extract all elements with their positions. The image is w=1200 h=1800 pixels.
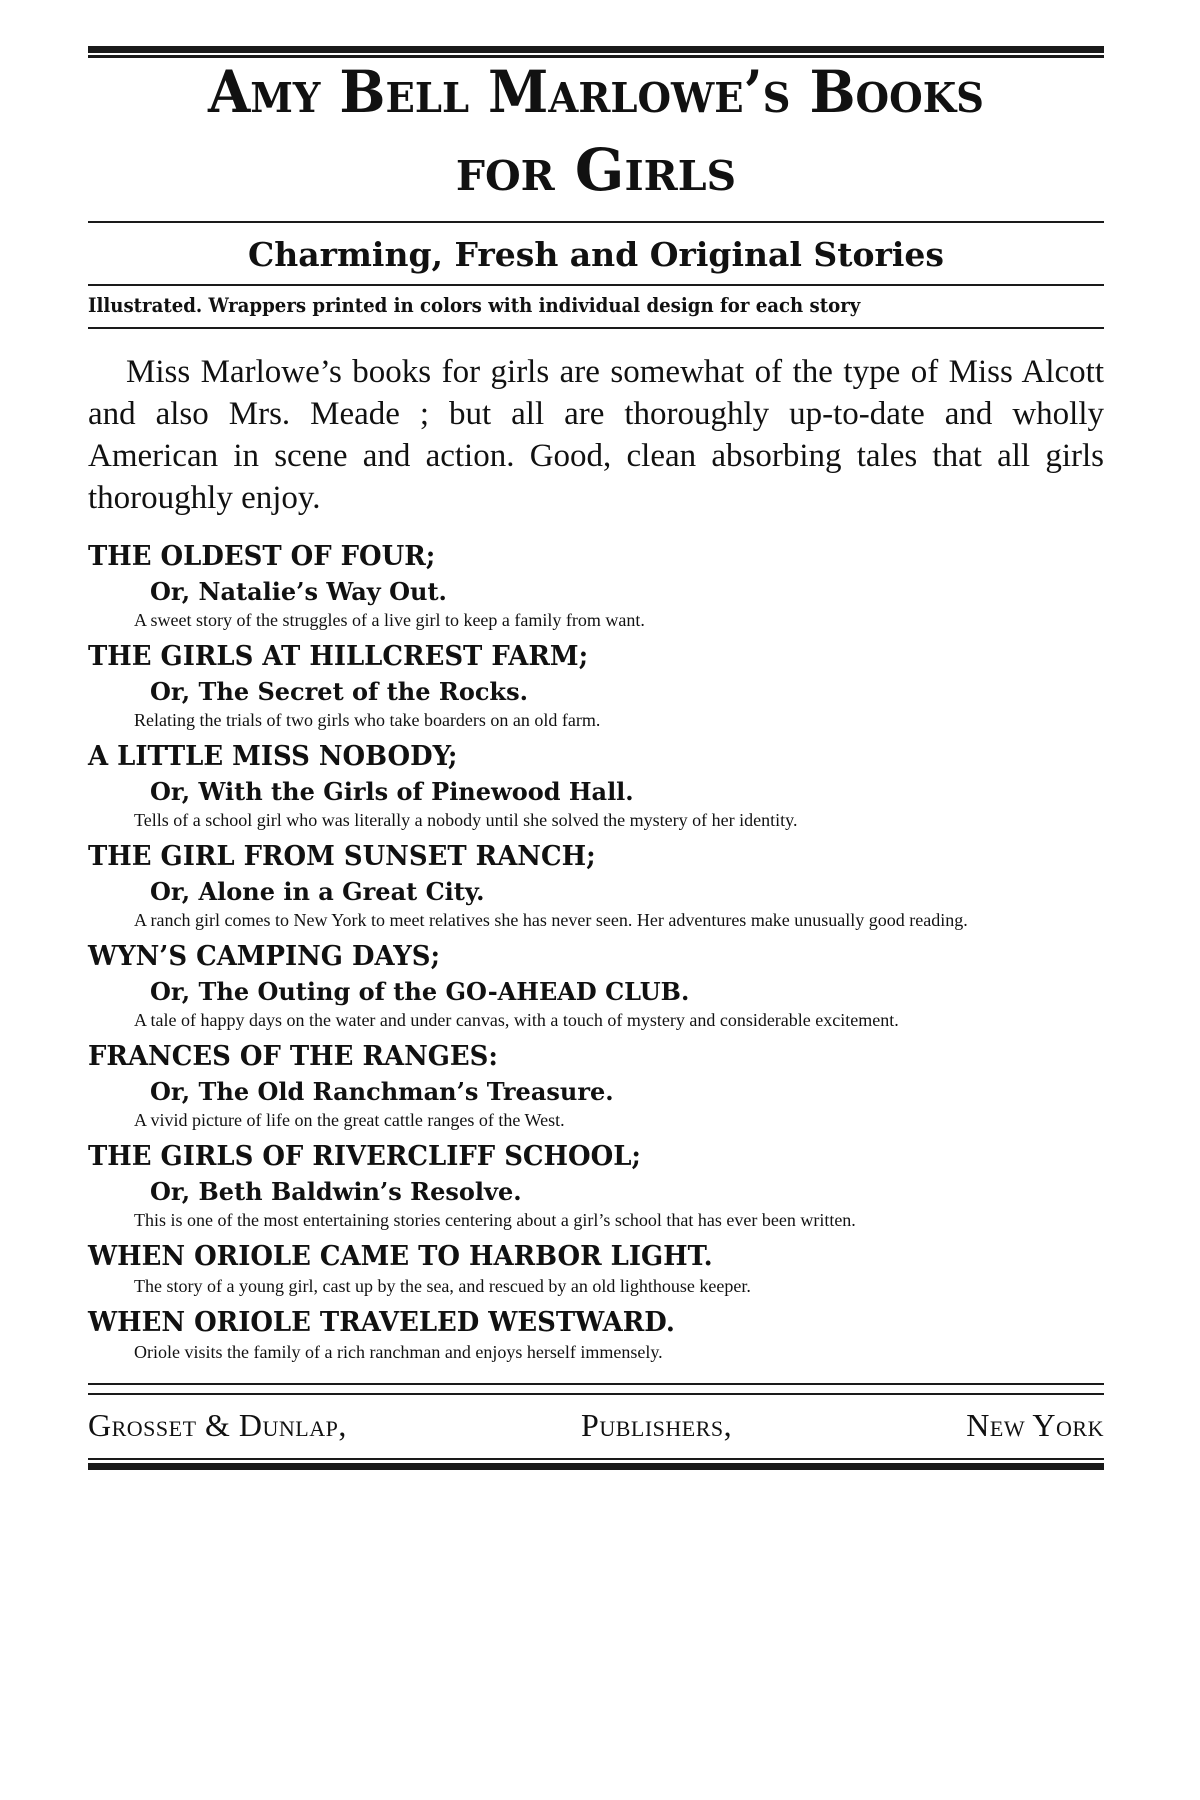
book-entry [88, 939, 1104, 1035]
book-entry [88, 539, 1104, 635]
subtagline: Illustrated. Wrappers printed in colors with individual design for each story [88, 294, 861, 317]
book-subtitle: Or, The Outing of the GO-AHEAD CLUB. [150, 977, 690, 1006]
book-title: WYN’S CAMPING DAYS; [88, 941, 441, 972]
book-description: The story of a young girl, cast up by the sea, and rescued by an old lighthouse keeper. [134, 1276, 751, 1296]
book-title: THE GIRL FROM SUNSET RANCH; [88, 841, 596, 872]
footer-heavy-bar [88, 1463, 1104, 1470]
book-entry [88, 639, 1104, 735]
book-subtitle: Or, Alone in a Great City. [150, 877, 485, 906]
book-title: WHEN ORIOLE TRAVELED WESTWARD. [88, 1307, 675, 1338]
book-description: A ranch girl comes to New York to meet relatives she has never seen. Her adventures make unusually good reading. [134, 910, 968, 930]
book-list [88, 539, 1104, 1367]
publisher-footer [88, 1383, 1104, 1470]
book-subtitle: Or, With the Girls of Pinewood Hall. [150, 777, 634, 806]
title-line-2: for Girls [455, 136, 737, 204]
page-title [88, 58, 1104, 204]
book-entry [88, 1039, 1104, 1135]
intro-text: Miss Marlowe’s books for girls are somewhat of the type of Miss Alcott and also Mrs. Meade ; but all are thoroughly up-to-date and wholly American in scene and action. Good, clean absorbing tales that all girls thoroughly enjoy. [88, 354, 1104, 516]
book-title: THE GIRLS AT HILLCREST FARM; [88, 641, 589, 672]
book-description: A vivid picture of life on the great cattle ranges of the West. [134, 1110, 565, 1130]
book-title: A LITTLE MISS NOBODY; [88, 741, 458, 772]
top-heavy-rule [88, 46, 1104, 55]
book-title: WHEN ORIOLE CAME TO HARBOR LIGHT. [88, 1241, 713, 1272]
book-subtitle: Or, Beth Baldwin’s Resolve. [150, 1177, 522, 1206]
book-title: THE GIRLS OF RIVERCLIFF SCHOOL; [88, 1141, 642, 1172]
book-entry [88, 839, 1104, 935]
book-subtitle: Or, Natalie’s Way Out. [150, 577, 447, 606]
book-description: Oriole visits the family of a rich ranchman and enjoys herself immensely. [134, 1342, 663, 1362]
subtagline-rule [88, 327, 1104, 329]
intro-paragraph [88, 351, 1104, 519]
footer-bottom-rule [88, 1458, 1104, 1470]
publisher-line [88, 1395, 1104, 1450]
book-subtitle: Or, The Old Ranchman’s Treasure. [150, 1077, 614, 1106]
book-subtitle: Or, The Secret of the Rocks. [150, 677, 528, 706]
tagline-block [88, 221, 1104, 329]
book-description: A sweet story of the struggles of a live girl to keep a family from want. [134, 610, 645, 630]
publisher-name: Grosset & Dunlap, [88, 1407, 347, 1443]
book-description: A tale of happy days on the water and under canvas, with a touch of mystery and considerable excitement. [134, 1010, 899, 1030]
advertisement-page [88, 46, 1104, 1470]
book-title: THE OLDEST OF FOUR; [88, 541, 436, 572]
book-entry [88, 1305, 1104, 1367]
book-entry [88, 1139, 1104, 1235]
book-entry [88, 1239, 1104, 1301]
book-description: Relating the trials of two girls who take boarders on an old farm. [134, 710, 601, 730]
publisher-city: New York [966, 1407, 1104, 1443]
book-entry [88, 739, 1104, 835]
book-description: This is one of the most entertaining stories centering about a girl’s school that has ever been written. [134, 1210, 856, 1230]
book-description: Tells of a school girl who was literally a nobody until she solved the mystery of her identity. [134, 810, 798, 830]
book-title: FRANCES OF THE RANGES: [88, 1041, 498, 1072]
title-line-1: Amy Bell Marlowe’s Books [207, 58, 985, 126]
footer-top-rule [88, 1383, 1104, 1395]
publisher-role: Publishers, [581, 1407, 733, 1443]
tagline: Charming, Fresh and Original Stories [247, 235, 944, 274]
